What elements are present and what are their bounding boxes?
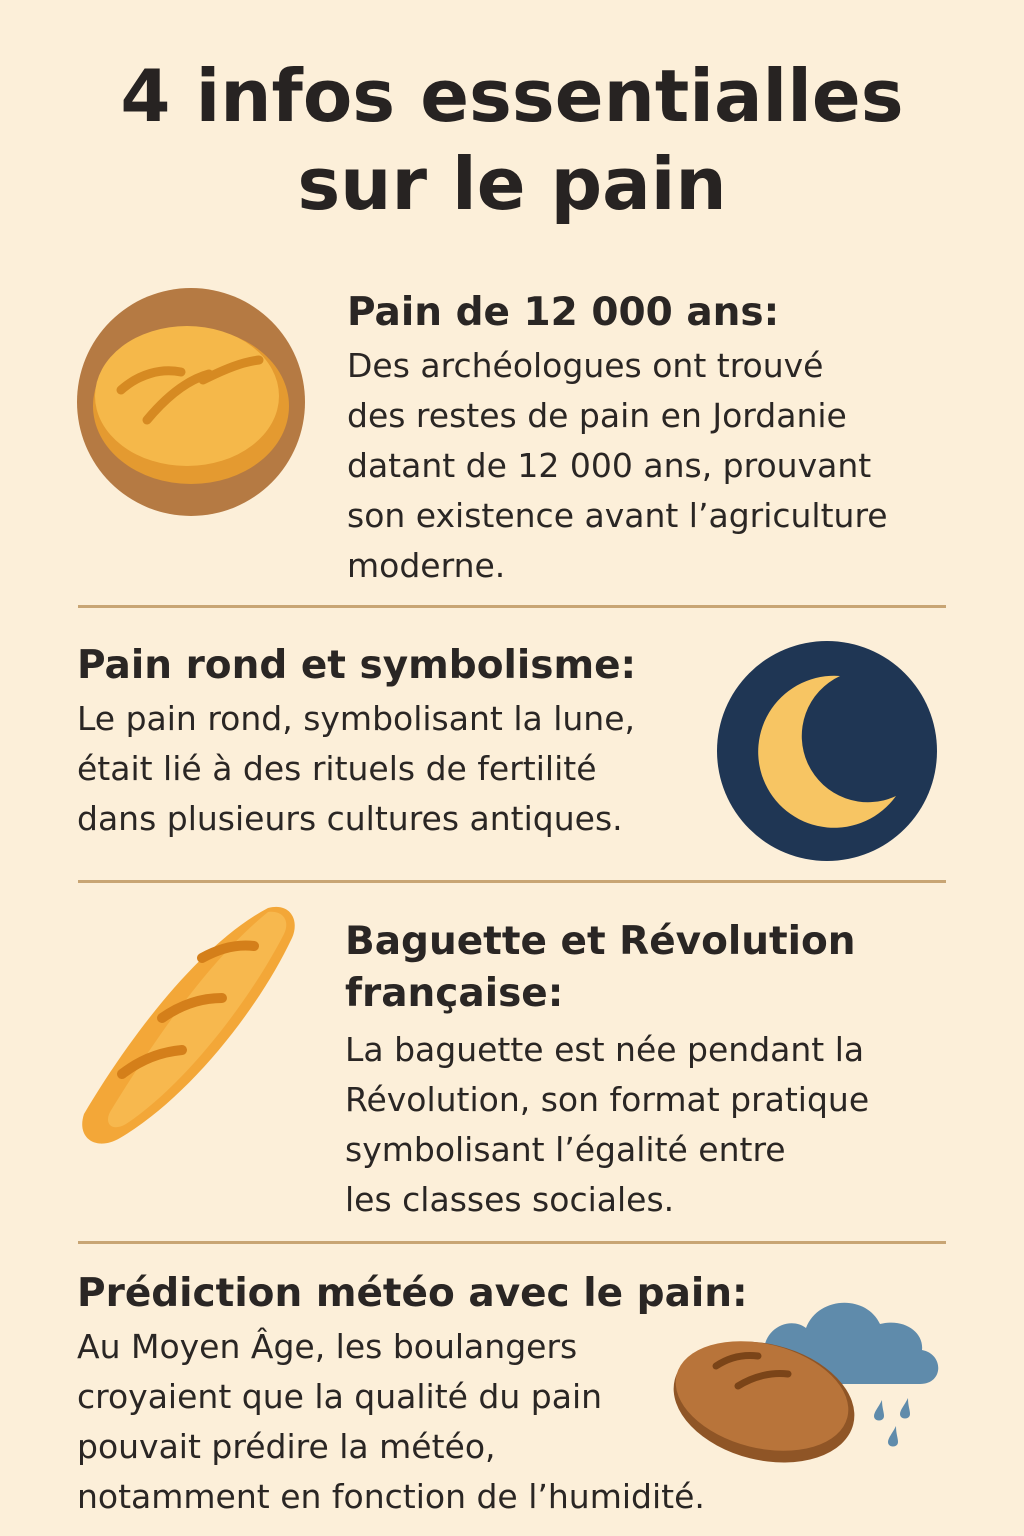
fact-2-body-line: Le pain rond, symbolisant la lune, <box>77 699 635 738</box>
divider <box>78 880 946 883</box>
fact-2-body-line: dans plusieurs cultures antiques. <box>77 799 623 838</box>
page-title-line-2: sur le pain <box>297 142 727 226</box>
round-bread-icon <box>77 288 305 516</box>
fact-1-body <box>347 341 888 591</box>
fact-1-body-line: moderne. <box>347 546 506 585</box>
fact-3-body-line: les classes sociales. <box>345 1180 675 1219</box>
fact-3-title-line: française: <box>345 971 564 1016</box>
fact-3-body-line: symbolisant l’égalité entre <box>345 1130 786 1169</box>
crescent-moon-icon <box>716 640 938 862</box>
fact-4-body <box>77 1322 705 1522</box>
fact-1-body-line: son existence avant l’agriculture <box>347 496 888 535</box>
fact-1-body-line: Des archéologues ont trouvé <box>347 346 824 385</box>
page-title-line-1: 4 infos essentialles <box>120 54 904 138</box>
fact-3-title <box>345 916 856 1020</box>
bread-rain-cloud-icon <box>668 1282 944 1468</box>
fact-1-body-line: des restes de pain en Jordanie <box>347 396 847 435</box>
fact-4-body-line: pouvait prédire la météo, <box>77 1427 496 1466</box>
fact-4-title: Prédiction météo avec le pain: <box>77 1271 748 1316</box>
fact-4-body-line: notamment en fonction de l’humidité. <box>77 1477 705 1516</box>
fact-2-title: Pain rond et symbolisme: <box>77 643 637 688</box>
page-title <box>0 52 1024 228</box>
fact-3-body <box>345 1025 869 1225</box>
fact-2-body-line: était lié à des rituels de fertilité <box>77 749 597 788</box>
fact-3-title-line: Baguette et Révolution <box>345 919 856 964</box>
fact-3-body-line: Révolution, son format pratique <box>345 1080 870 1119</box>
fact-1-body-line: datant de 12 000 ans, prouvant <box>347 446 872 485</box>
baguette-icon <box>78 902 300 1150</box>
fact-3-body-line: La baguette est née pendant la <box>345 1030 865 1069</box>
divider <box>78 1241 946 1244</box>
fact-4-body-line: croyaient que la qualité du pain <box>77 1377 603 1416</box>
fact-1-title: Pain de 12 000 ans: <box>347 290 780 335</box>
fact-2-body <box>77 694 635 844</box>
divider <box>78 605 946 608</box>
fact-4-body-line: Au Moyen Âge, les boulangers <box>77 1327 578 1366</box>
